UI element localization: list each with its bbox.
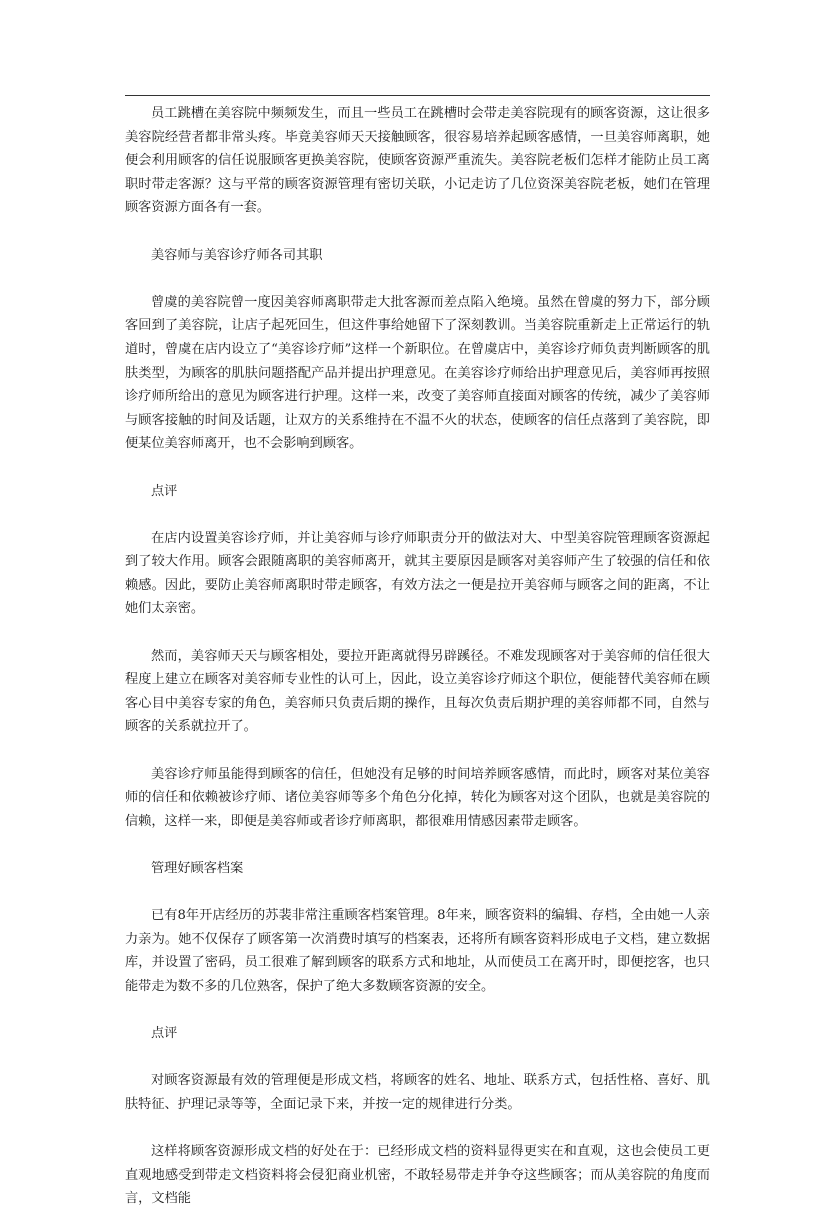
section-heading-roles: 美容师与美容诊疗师各司其职 [151, 247, 323, 263]
header-rule [125, 95, 710, 96]
body-paragraph: 曾虞的美容院曾一度因美容师离职带走大批客源而差点陷入绝境。虽然在曾虞的努力下，部分顾客回到了美容院，让店子起死回生，但这件事给她留下了深刻教训。当美容院重新走上正常运行的轨道时，曾虞在店内设立了“美容诊疗师”这样一个新职位。在曾虞店中，美容诊疗师负责判断顾客的肌肤类型，为顾客的肌肤问题搭配产品并提出护理意见。在美容诊疗师给出护理意见后，美容师再按照诊疗师所给出的意见为顾客进行护理。这样一来，改变了美容师直接面对顾客的传统，减少了美容师与顾客接触的时间及话题，让双方的关系维持在不温不火的状态，使顾客的信任点落到了美容院，即便某位美容师离开，也不会影响到顾客。 [125, 294, 710, 452]
body-paragraph: 在店内设置美容诊疗师，并让美容师与诊疗师职责分开的做法对大、中型美容院管理顾客资源起到了较大作用。顾客会跟随离职的美容师离开，就其主要原因是顾客对美容师产生了较强的信任和依赖感。因此，要防止美容师离职时带走顾客，有效方法之一便是拉开美容师与顾客之间的距离，不让她们太亲密。 [125, 530, 710, 617]
body-paragraph: 对顾客资源最有效的管理便是形成文档，将顾客的姓名、地址、联系方式，包括性格、喜好、肌肤特征、护理记录等等，全面记录下来，并按一定的规律进行分类。 [125, 1073, 710, 1112]
comment-heading: 点评 [151, 483, 178, 499]
body-paragraph: 已有8年开店经历的苏裴非常注重顾客档案管理。8年来，顾客资料的编辑、存档，全由她一人亲力亲为。她不仅保存了顾客第一次消费时填写的档案表，还将所有顾客资料形成电子文档，建立数据库，并设置了密码，员工很难了解到顾客的联系方式和地址，从而使员工在离开时，即便挖客，也只能带走为数不多的几位熟客，保护了绝大多数顾客资源的安全。 [125, 908, 710, 994]
intro-paragraph: 员工跳槽在美容院中频频发生，而且一些员工在跳槽时会带走美容院现有的顾客资源，这让很多美容院经营者都非常头疼。毕竟美容师天天接触顾客，很容易培养起顾客感情，一旦美容师离职，她便会利用顾客的信任说服顾客更换美容院，使顾客资源严重流失。美容院老板们怎样才能防止员工离职时带走客源？这与平常的顾客资源管理有密切关联，小记走访了几位资深美容院老板，她们在管理顾客资源方面各有一套。 [125, 106, 710, 216]
body-paragraph: 然而，美容师天天与顾客相处，要拉开距离就得另辟蹊径。不难发现顾客对于美容师的信任很大程度上建立在顾客对美容师专业性的认可上，因此，设立美容诊疗师这个职位，便能替代美容师在顾客心目中美容专家的角色，美容师只负责后期的操作，且每次负责后期护理的美容师都不同，自然与顾客的关系就拉开了。 [125, 648, 710, 735]
section-heading-records: 管理好顾客档案 [151, 861, 244, 876]
body-paragraph: 美容诊疗师虽能得到顾客的信任，但她没有足够的时间培养顾客感情，而此时，顾客对某位美容师的信任和依赖被诊疗师、诸位美容师等多个角色分化掉，转化为顾客对这个团队，也就是美容院的信赖，这样一来，即便是美容师或者诊疗师离职，都很难用情感因素带走顾客。 [125, 766, 710, 829]
article-body [125, 102, 710, 1211]
body-paragraph: 这样将顾客资源形成文档的好处在于：已经形成文档的资料显得更实在和直观，这也会使员工更直观地感受到带走文档资料将会侵犯商业机密，不敢轻易带走并争夺这些顾客；而从美容院的角度而言，文档能 [125, 1144, 710, 1207]
comment-heading: 点评 [151, 1026, 178, 1042]
